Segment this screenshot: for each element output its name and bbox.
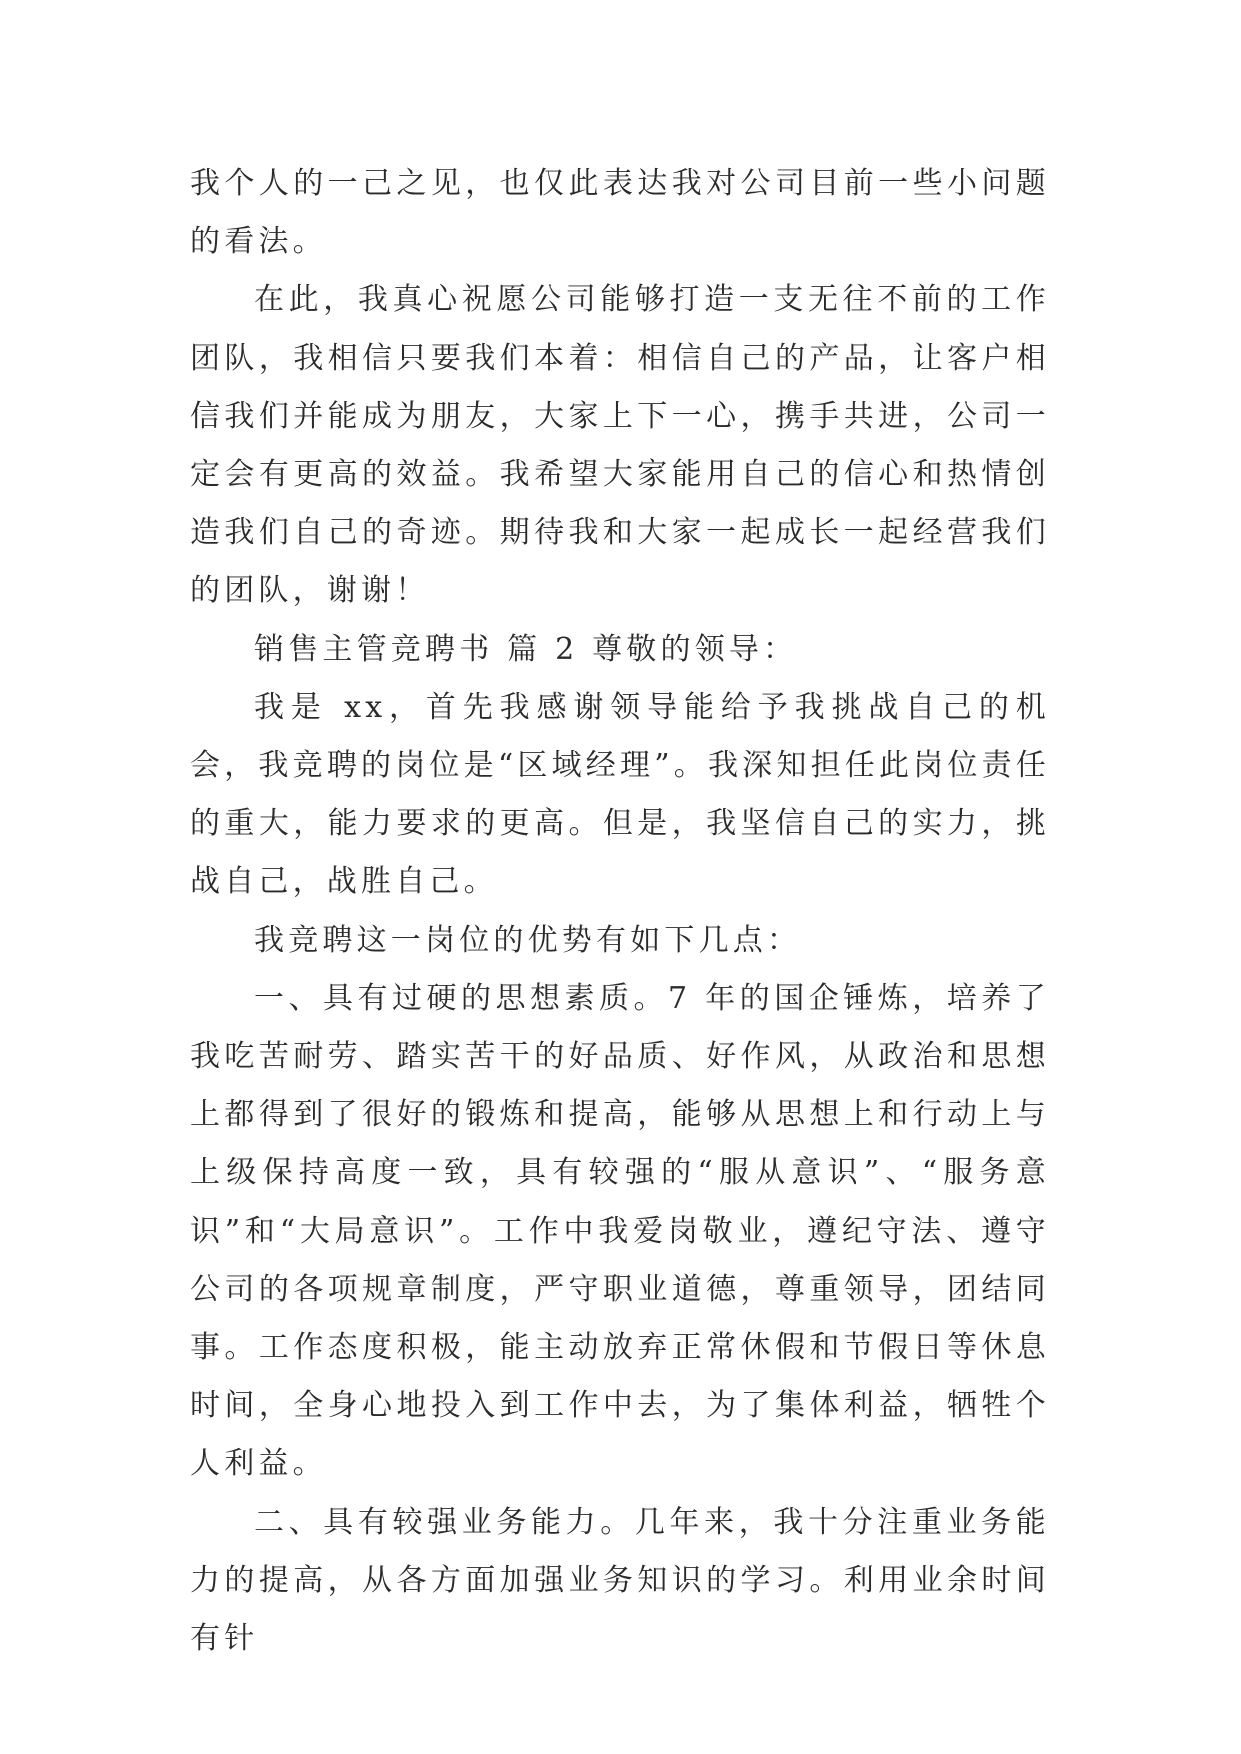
paragraph-introduction: 我是 xx，首先我感谢领导能给予我挑战自己的机会，我竞聘的岗位是“区域经理”。我深知担任此岗位责任的重大，能力要求的更高。但是，我坚信自己的实力，挑战自己，战胜自己。 bbox=[190, 689, 1050, 900]
paragraph-advantages-intro: 我竞聘这一岗位的优势有如下几点： bbox=[254, 922, 802, 958]
paragraph-advantage-two: 二、具有较强业务能力。几年来，我十分注重业务能力的提高，从各方面加强业务知识的学习。利用业余时间有针 bbox=[190, 1504, 1050, 1657]
paragraph-advantage-one: 一、具有过硬的思想素质。7 年的国企锤炼，培养了我吃苦耐劳、踏实苦干的好品质、好作风，从政治和思想上都得到了很好的锻炼和提高，能够从思想上和行动上与上级保持高度一致，具有较强的“服从意识”、“服务意识”和“大局意识”。工作中我爱岗敬业，遵纪守法、遵守公司的各项规章制度，严守职业道德，尊重领导，团结同事。工作态度积极，能主动放弃正常休假和节假日等休息时间，全身心地投入到工作中去，为了集体利益，牺牲个人利益。 bbox=[190, 980, 1050, 1482]
paragraph-wishes: 在此，我真心祝愿公司能够打造一支无往不前的工作团队，我相信只要我们本着：相信自己的产品，让客户相信我们并能成为朋友，大家上下一心，携手共进，公司一定会有更高的效益。我希望大家能用自己的信心和热情创造我们自己的奇迹。期待我和大家一起成长一起经营我们的团队，谢谢！ bbox=[190, 282, 1050, 609]
document-body bbox=[190, 155, 1050, 1668]
paragraph-closing-opinion: 我个人的一己之见，也仅此表达我对公司目前一些小问题的看法。 bbox=[190, 166, 1050, 260]
paragraph-section-heading: 销售主管竞聘书 篇 2 尊敬的领导： bbox=[254, 631, 798, 667]
